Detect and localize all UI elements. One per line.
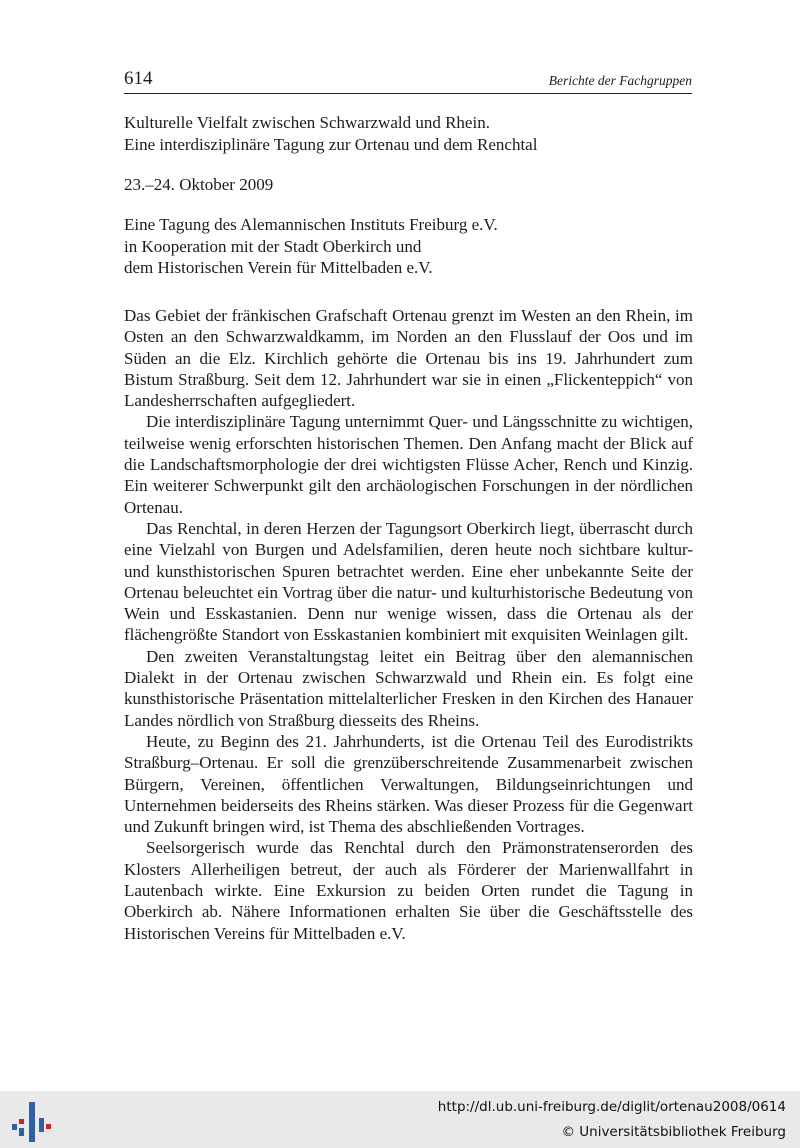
organizer-line-3: dem Historischen Verein für Mittelbaden e.V.: [124, 258, 433, 277]
header-rule: [124, 93, 692, 94]
running-head: Berichte der Fachgruppen: [548, 73, 692, 88]
paragraph-6: Seelsorgerisch wurde das Renchtal durch den Prämonstratenserorden des Klosters Allerheiligen betreut, der auch als Förderer der Marienwallfahrt in Lautenbach wirkte. Eine Exkursion zu beiden Orten rundet die Tagung in Oberkirch ab. Nähere Informationen erhalten Sie über die Geschäftsstelle des Historischen Vereins für Mittelbaden e.V.: [124, 838, 693, 943]
organizer-line-2: in Kooperation mit der Stadt Oberkirch und: [124, 236, 422, 256]
date-line: 23.–24. Oktober 2009: [124, 175, 274, 194]
paragraph-1: Das Gebiet der fränkischen Grafschaft Ortenau grenzt im Westen an den Rhein, im Osten an den Schwarzwaldkamm, im Norden an den Flusslauf der Oos und im Süden an die Elz. Kirchlich gehörte die Ortenau bis ins 19. Jahrhundert zum Bistum Straßburg. Seit dem 12. Jahrhundert war sie in einen „Flickenteppich“ von Landesherrschaften aufgegliedert.: [124, 306, 693, 411]
footer-url-link[interactable]: http://dl.ub.uni-freiburg.de/diglit/ortenau2008/0614: [437, 1099, 786, 1115]
article-title: [124, 112, 696, 155]
ub-freiburg-logo-icon[interactable]: [10, 1098, 54, 1144]
organizers: [124, 214, 696, 279]
footer-copyright: © Universitätsbibliothek Freiburg: [561, 1124, 786, 1140]
title-line-2: Eine interdisziplinäre Tagung zur Ortenau und dem Renchtal: [124, 134, 538, 154]
organizer-line-1: Eine Tagung des Alemannischen Instituts Freiburg e.V.: [124, 215, 498, 234]
page-number: 614: [124, 68, 153, 89]
paragraph-3: Das Renchtal, in deren Herzen der Tagungsort Oberkirch liegt, überrascht durch eine Vielzahl von Burgen und Adelsfamilien, deren heute noch sichtbare kultur- und kunsthistorischen Spuren betrachtet werden. Eine eher unbekannte Seite der Ortenau beleuchtet ein Vortrag über die natur- und kulturhistorische Bedeutung von Wein und Esskastanien. Denn nur wenige wissen, dass die Ortenau als der flächengrößte Standort von Esskastanien kombiniert mit exquisiten Weinlagen gilt.: [124, 518, 693, 645]
paragraph-5: Heute, zu Beginn des 21. Jahrhunderts, ist die Ortenau Teil des Eurodistrikts Straßburg–Ortenau. Er soll die grenzüberschreitende Zusammenarbeit zwischen Bürgern, Vereinen, öffentlichen Verwaltungen, Bildungseinrichtungen und Unternehmen beiderseits des Rheins stärken. Was dieser Prozess für die Gegenwart und Zukunft bringen wird, ist Thema des abschließenden Vortrages.: [124, 731, 693, 837]
title-line-1: Kulturelle Vielfalt zwischen Schwarzwald und Rhein.: [124, 113, 490, 132]
paragraph-2: Die interdisziplinäre Tagung unternimmt Quer- und Längsschnitte zu wichtigen, teilweise wenig erforschten historischen Themen. Den Anfang macht der Blick auf die Landschaftsmorphologie der drei wichtigsten Flüsse Acher, Rench und Kinzig. Ein weiterer Schwerpunkt gilt den archäologischen Forschungen in der nördlichen Ortenau.: [124, 412, 693, 517]
paragraph-4: Den zweiten Veranstaltungstag leitet ein Beitrag über den alemannischen Dialekt in der Ortenau zwischen Schwarzwald und Rhein ein. Es folgt eine kunsthistorische Präsentation mittelalterlicher Fresken in den Kirchen des Hanauer Landes nördlich von Straßburg diesseits des Rheins.: [124, 646, 693, 730]
body-text: [124, 305, 693, 944]
event-date: [124, 174, 696, 196]
